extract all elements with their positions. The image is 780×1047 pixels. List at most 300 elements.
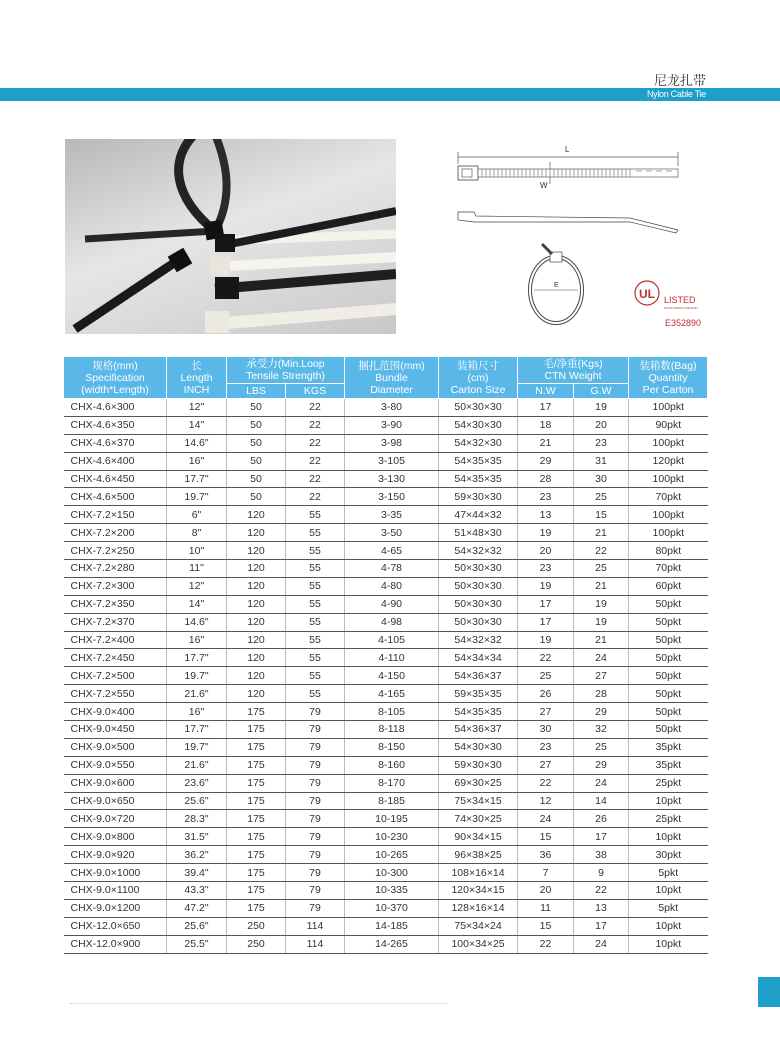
cell-lbs: 175 (227, 738, 286, 756)
cell-spec: CHX-7.2×200 (64, 524, 167, 542)
cell-length: 16" (167, 452, 227, 470)
cell-carton: 75×34×15 (439, 792, 518, 810)
cell-nw: 22 (518, 935, 574, 953)
cell-kgs: 22 (286, 416, 345, 434)
header-lbs: LBS (227, 384, 286, 399)
cell-nw: 20 (518, 882, 574, 900)
table-row (64, 488, 708, 506)
table-row (64, 416, 708, 434)
table-row (64, 846, 708, 864)
cell-carton: 108×16×14 (439, 864, 518, 882)
cell-gw: 14 (574, 792, 629, 810)
header-weight: 毛/净重(Kgs) CTN Weight (518, 357, 629, 384)
cell-gw: 17 (574, 917, 629, 935)
cell-nw: 20 (518, 542, 574, 560)
cell-lbs: 175 (227, 756, 286, 774)
cell-qty: 50pkt (629, 703, 708, 721)
cell-spec: CHX-9.0×600 (64, 774, 167, 792)
cell-length: 21.6" (167, 685, 227, 703)
header-carton: 装箱尺寸 (cm) Carton Size (439, 357, 518, 399)
cell-length: 28.3" (167, 810, 227, 828)
cell-spec: CHX-9.0×500 (64, 738, 167, 756)
cell-lbs: 50 (227, 434, 286, 452)
cell-kgs: 79 (286, 703, 345, 721)
header-spec: 规格(mm) Specification (width*Length) (64, 357, 167, 399)
cell-bundle: 8-150 (345, 738, 439, 756)
cell-spec: CHX-9.0×550 (64, 756, 167, 774)
diagram-label-l: L (565, 145, 570, 154)
cell-nw: 19 (518, 631, 574, 649)
cell-spec: CHX-7.2×500 (64, 667, 167, 685)
page-corner-tab (758, 977, 780, 1007)
cell-qty: 50pkt (629, 649, 708, 667)
cell-qty: 100pkt (629, 470, 708, 488)
cell-qty: 10pkt (629, 882, 708, 900)
cell-length: 14" (167, 595, 227, 613)
cell-nw: 19 (518, 577, 574, 595)
table-row (64, 882, 708, 900)
table-row (64, 703, 708, 721)
cell-gw: 21 (574, 524, 629, 542)
cell-nw: 26 (518, 685, 574, 703)
cell-length: 25.6" (167, 792, 227, 810)
page-title-en: Nylon Cable Tie (646, 89, 706, 99)
cell-carton: 90×34×15 (439, 828, 518, 846)
cell-carton: 54×30×30 (439, 416, 518, 434)
cell-gw: 31 (574, 452, 629, 470)
cell-carton: 59×35×35 (439, 685, 518, 703)
cell-lbs: 120 (227, 685, 286, 703)
cell-nw: 21 (518, 434, 574, 452)
cell-length: 16" (167, 703, 227, 721)
cell-lbs: 120 (227, 613, 286, 631)
cell-spec: CHX-7.2×550 (64, 685, 167, 703)
cell-qty: 50pkt (629, 667, 708, 685)
cell-gw: 26 (574, 810, 629, 828)
cell-gw: 25 (574, 560, 629, 578)
cell-length: 11" (167, 560, 227, 578)
cell-length: 23.6" (167, 774, 227, 792)
cell-spec: CHX-9.0×1100 (64, 882, 167, 900)
cell-gw: 23 (574, 434, 629, 452)
cell-carton: 54×32×30 (439, 434, 518, 452)
cell-qty: 25pkt (629, 810, 708, 828)
cell-qty: 5pkt (629, 899, 708, 917)
cell-spec: CHX-4.6×370 (64, 434, 167, 452)
cell-gw: 19 (574, 399, 629, 417)
cell-qty: 100pkt (629, 399, 708, 417)
header-kgs: KGS (286, 384, 345, 399)
cell-lbs: 120 (227, 631, 286, 649)
cell-gw: 22 (574, 542, 629, 560)
cell-gw: 21 (574, 631, 629, 649)
cell-lbs: 175 (227, 703, 286, 721)
cell-nw: 29 (518, 452, 574, 470)
diagram-label-e: E (554, 282, 559, 289)
cell-spec: CHX-7.2×400 (64, 631, 167, 649)
cell-lbs: 175 (227, 882, 286, 900)
cell-qty: 35pkt (629, 738, 708, 756)
cell-kgs: 79 (286, 774, 345, 792)
cell-bundle: 3-150 (345, 488, 439, 506)
cell-kgs: 55 (286, 560, 345, 578)
cell-length: 16" (167, 631, 227, 649)
cell-bundle: 3-130 (345, 470, 439, 488)
table-row (64, 631, 708, 649)
cell-spec: CHX-7.2×350 (64, 595, 167, 613)
spec-table-body (64, 399, 708, 954)
cell-carton: 96×38×25 (439, 846, 518, 864)
cell-bundle: 4-98 (345, 613, 439, 631)
cell-lbs: 175 (227, 846, 286, 864)
cell-nw: 25 (518, 667, 574, 685)
cell-bundle: 10-265 (345, 846, 439, 864)
cell-qty: 70pkt (629, 560, 708, 578)
cell-bundle: 8-185 (345, 792, 439, 810)
cell-spec: CHX-4.6×500 (64, 488, 167, 506)
table-row (64, 899, 708, 917)
cell-carton: 75×34×24 (439, 917, 518, 935)
cell-bundle: 4-78 (345, 560, 439, 578)
cell-length: 17.7" (167, 721, 227, 739)
cell-bundle: 14-185 (345, 917, 439, 935)
cell-gw: 24 (574, 649, 629, 667)
cell-kgs: 114 (286, 935, 345, 953)
cell-bundle: 8-118 (345, 721, 439, 739)
cell-gw: 28 (574, 685, 629, 703)
cell-qty: 80pkt (629, 542, 708, 560)
cell-qty: 10pkt (629, 917, 708, 935)
cell-bundle: 3-90 (345, 416, 439, 434)
cell-qty: 50pkt (629, 613, 708, 631)
cell-gw: 21 (574, 577, 629, 595)
cell-kgs: 55 (286, 542, 345, 560)
product-photo (65, 139, 396, 334)
cell-spec: CHX-9.0×1000 (64, 864, 167, 882)
cell-qty: 10pkt (629, 935, 708, 953)
cell-kgs: 55 (286, 649, 345, 667)
cell-kgs: 22 (286, 488, 345, 506)
cell-nw: 13 (518, 506, 574, 524)
cell-lbs: 175 (227, 899, 286, 917)
cell-lbs: 175 (227, 774, 286, 792)
cell-lbs: 175 (227, 864, 286, 882)
cell-lbs: 120 (227, 667, 286, 685)
table-row (64, 774, 708, 792)
cell-bundle: 4-165 (345, 685, 439, 703)
cell-carton: 54×36×37 (439, 721, 518, 739)
cell-carton: 54×35×35 (439, 470, 518, 488)
cell-lbs: 250 (227, 917, 286, 935)
table-row (64, 595, 708, 613)
cell-bundle: 4-80 (345, 577, 439, 595)
cell-kgs: 55 (286, 685, 345, 703)
table-row (64, 935, 708, 953)
cell-nw: 7 (518, 864, 574, 882)
cell-lbs: 120 (227, 542, 286, 560)
cell-length: 19.7" (167, 738, 227, 756)
table-row (64, 810, 708, 828)
table-row (64, 560, 708, 578)
cell-spec: CHX-9.0×400 (64, 703, 167, 721)
cell-length: 31.5" (167, 828, 227, 846)
cell-carton: 47×44×32 (439, 506, 518, 524)
cell-kgs: 79 (286, 864, 345, 882)
cell-kgs: 79 (286, 756, 345, 774)
cell-length: 12" (167, 577, 227, 595)
table-row (64, 685, 708, 703)
cell-length: 14.6" (167, 613, 227, 631)
table-row (64, 470, 708, 488)
cell-nw: 17 (518, 595, 574, 613)
cell-kgs: 55 (286, 524, 345, 542)
cell-gw: 25 (574, 738, 629, 756)
cell-carton: 51×48×30 (439, 524, 518, 542)
cell-kgs: 22 (286, 452, 345, 470)
cell-gw: 32 (574, 721, 629, 739)
header-qty: 装箱数(Bag) Quantity Per Carton (629, 357, 708, 399)
cell-kgs: 55 (286, 506, 345, 524)
cell-nw: 15 (518, 917, 574, 935)
table-row (64, 452, 708, 470)
cell-kgs: 79 (286, 846, 345, 864)
cell-lbs: 175 (227, 810, 286, 828)
cell-lbs: 120 (227, 649, 286, 667)
cell-nw: 17 (518, 399, 574, 417)
cell-carton: 50×30×30 (439, 613, 518, 631)
cell-qty: 35pkt (629, 756, 708, 774)
cell-qty: 90pkt (629, 416, 708, 434)
cell-kgs: 79 (286, 882, 345, 900)
cell-gw: 13 (574, 899, 629, 917)
cell-qty: 120pkt (629, 452, 708, 470)
cell-gw: 24 (574, 935, 629, 953)
cell-length: 43.3" (167, 882, 227, 900)
cell-kgs: 79 (286, 792, 345, 810)
cell-nw: 27 (518, 756, 574, 774)
cell-length: 14.6" (167, 434, 227, 452)
table-row (64, 649, 708, 667)
cell-spec: CHX-9.0×650 (64, 792, 167, 810)
cell-gw: 29 (574, 703, 629, 721)
cell-nw: 36 (518, 846, 574, 864)
cell-qty: 100pkt (629, 524, 708, 542)
cell-nw: 23 (518, 560, 574, 578)
cell-lbs: 50 (227, 399, 286, 417)
cell-carton: 50×30×30 (439, 577, 518, 595)
table-row (64, 577, 708, 595)
cell-nw: 12 (518, 792, 574, 810)
cell-kgs: 55 (286, 595, 345, 613)
cell-carton: 54×35×35 (439, 452, 518, 470)
cell-kgs: 79 (286, 721, 345, 739)
cell-spec: CHX-7.2×280 (64, 560, 167, 578)
ul-listed: LISTED (664, 295, 696, 305)
cell-bundle: 4-150 (345, 667, 439, 685)
cell-bundle: 4-90 (345, 595, 439, 613)
cell-gw: 29 (574, 756, 629, 774)
header-length: 长 Length INCH (167, 357, 227, 399)
cell-length: 19.7" (167, 488, 227, 506)
cell-length: 19.7" (167, 667, 227, 685)
cell-gw: 19 (574, 613, 629, 631)
cell-length: 25.5" (167, 935, 227, 953)
ul-mark: UL (639, 287, 655, 301)
cell-spec: CHX-4.6×450 (64, 470, 167, 488)
cell-qty: 50pkt (629, 721, 708, 739)
cell-bundle: 10-300 (345, 864, 439, 882)
cell-spec: CHX-9.0×920 (64, 846, 167, 864)
cell-lbs: 50 (227, 488, 286, 506)
cell-gw: 24 (574, 774, 629, 792)
cell-carton: 50×30×30 (439, 399, 518, 417)
cell-carton: 54×32×32 (439, 631, 518, 649)
cell-nw: 30 (518, 721, 574, 739)
cell-lbs: 175 (227, 721, 286, 739)
cell-nw: 27 (518, 703, 574, 721)
table-row (64, 792, 708, 810)
cell-gw: 9 (574, 864, 629, 882)
spec-table (63, 356, 708, 954)
cell-spec: CHX-9.0×800 (64, 828, 167, 846)
cell-bundle: 10-230 (345, 828, 439, 846)
cell-qty: 10pkt (629, 828, 708, 846)
cell-length: 21.6" (167, 756, 227, 774)
cell-lbs: 120 (227, 560, 286, 578)
cell-bundle: 8-170 (345, 774, 439, 792)
diagram-label-w: W (540, 181, 548, 190)
cell-lbs: 175 (227, 792, 286, 810)
cell-gw: 25 (574, 488, 629, 506)
table-row (64, 613, 708, 631)
header-tensile: 承受力(Min.Loop Tensile Strength) (227, 357, 345, 384)
cell-lbs: 175 (227, 828, 286, 846)
cell-length: 6" (167, 506, 227, 524)
cell-bundle: 10-370 (345, 899, 439, 917)
cell-carton: 54×32×32 (439, 542, 518, 560)
cell-gw: 22 (574, 882, 629, 900)
cell-bundle: 4-105 (345, 631, 439, 649)
footer-divider (70, 1003, 448, 1004)
cell-spec: CHX-4.6×350 (64, 416, 167, 434)
cell-gw: 15 (574, 506, 629, 524)
cell-kgs: 22 (286, 399, 345, 417)
header-gw: G.W (574, 384, 629, 399)
cell-kgs: 114 (286, 917, 345, 935)
cell-qty: 60pkt (629, 577, 708, 595)
cell-qty: 50pkt (629, 631, 708, 649)
cell-length: 39.4" (167, 864, 227, 882)
cell-spec: CHX-7.2×250 (64, 542, 167, 560)
table-row (64, 399, 708, 417)
table-row (64, 667, 708, 685)
cell-nw: 24 (518, 810, 574, 828)
cell-carton: 100×34×25 (439, 935, 518, 953)
cell-qty: 70pkt (629, 488, 708, 506)
cable-tie-diagram (450, 140, 720, 340)
cell-bundle: 8-105 (345, 703, 439, 721)
cell-gw: 17 (574, 828, 629, 846)
cell-carton: 74×30×25 (439, 810, 518, 828)
cell-kgs: 79 (286, 828, 345, 846)
cell-lbs: 120 (227, 524, 286, 542)
cell-lbs: 50 (227, 470, 286, 488)
cell-nw: 22 (518, 774, 574, 792)
cell-nw: 18 (518, 416, 574, 434)
cable-ties-illustration (65, 139, 396, 334)
page-title-cn: 尼龙扎带 (653, 73, 706, 88)
cell-qty: 100pkt (629, 434, 708, 452)
cell-spec: CHX-7.2×150 (64, 506, 167, 524)
table-row (64, 738, 708, 756)
cell-nw: 19 (518, 524, 574, 542)
cell-lbs: 120 (227, 506, 286, 524)
cell-bundle: 3-50 (345, 524, 439, 542)
cell-carton: 54×30×30 (439, 738, 518, 756)
cell-length: 14" (167, 416, 227, 434)
cell-kgs: 22 (286, 434, 345, 452)
cell-carton: 54×35×35 (439, 703, 518, 721)
cell-spec: CHX-4.6×300 (64, 399, 167, 417)
cell-gw: 38 (574, 846, 629, 864)
cell-kgs: 55 (286, 667, 345, 685)
cell-nw: 23 (518, 488, 574, 506)
cell-bundle: 4-110 (345, 649, 439, 667)
header-bundle: 捆扎范围(mm) Bundle Diameter (345, 357, 439, 399)
cell-bundle: 4-65 (345, 542, 439, 560)
cell-qty: 5pkt (629, 864, 708, 882)
cell-gw: 19 (574, 595, 629, 613)
cell-carton: 59×30×30 (439, 756, 518, 774)
cell-nw: 15 (518, 828, 574, 846)
cell-qty: 25pkt (629, 774, 708, 792)
cell-lbs: 50 (227, 416, 286, 434)
cell-length: 36.2" (167, 846, 227, 864)
header-nw: N.W (518, 384, 574, 399)
table-row (64, 524, 708, 542)
cell-kgs: 55 (286, 577, 345, 595)
cell-qty: 30pkt (629, 846, 708, 864)
cell-spec: CHX-12.0×900 (64, 935, 167, 953)
cell-bundle: 3-105 (345, 452, 439, 470)
cell-gw: 27 (574, 667, 629, 685)
cell-nw: 11 (518, 899, 574, 917)
cell-kgs: 22 (286, 470, 345, 488)
ul-small: (POSITIONING DEVICE) (664, 306, 698, 310)
cell-length: 12" (167, 399, 227, 417)
ul-code: E352890 (665, 318, 702, 328)
cell-bundle: 3-80 (345, 399, 439, 417)
cell-length: 17.7" (167, 649, 227, 667)
cell-bundle: 3-98 (345, 434, 439, 452)
table-row (64, 434, 708, 452)
cell-bundle: 8-160 (345, 756, 439, 774)
cell-qty: 50pkt (629, 685, 708, 703)
cell-lbs: 250 (227, 935, 286, 953)
cell-length: 10" (167, 542, 227, 560)
table-row (64, 506, 708, 524)
cell-carton: 69×30×25 (439, 774, 518, 792)
cell-kgs: 55 (286, 613, 345, 631)
cell-kgs: 55 (286, 631, 345, 649)
cell-nw: 17 (518, 613, 574, 631)
cell-length: 25.6" (167, 917, 227, 935)
cell-bundle: 10-335 (345, 882, 439, 900)
cell-gw: 20 (574, 416, 629, 434)
cell-bundle: 14-265 (345, 935, 439, 953)
cell-qty: 50pkt (629, 595, 708, 613)
cell-carton: 50×30×30 (439, 560, 518, 578)
